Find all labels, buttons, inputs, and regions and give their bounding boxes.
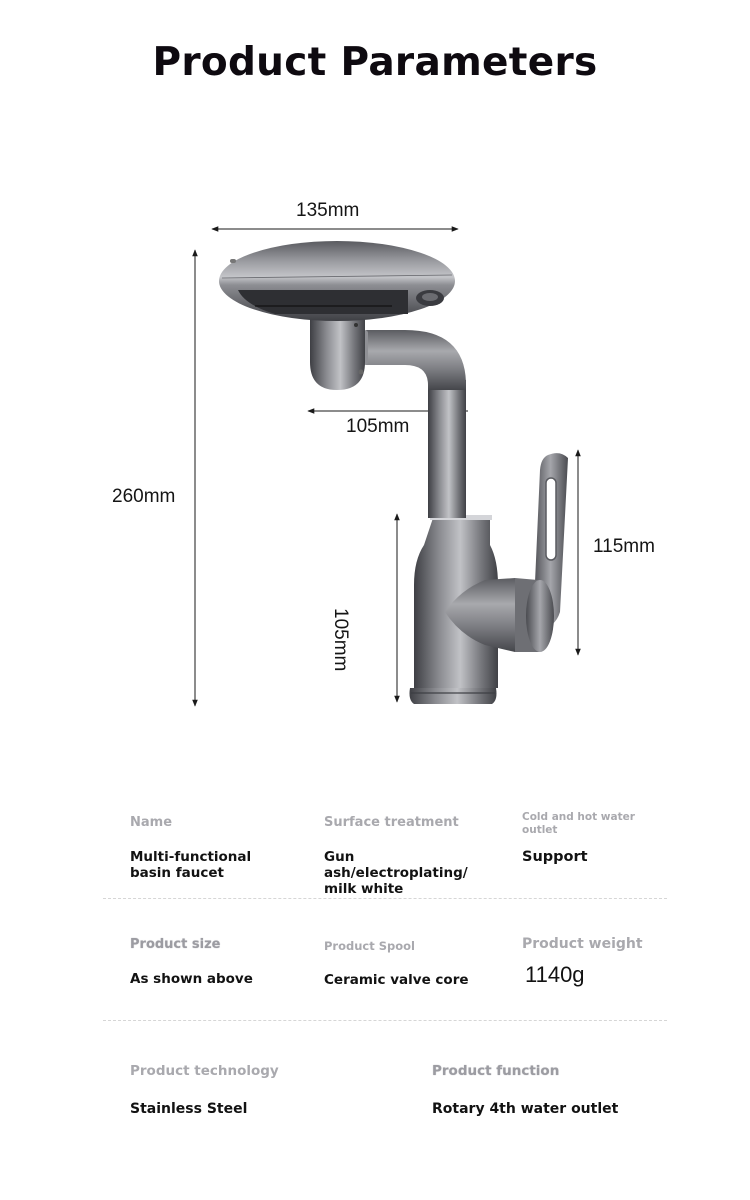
parameter-value: Multi-functional basin faucet xyxy=(130,849,252,881)
parameter-label: Cold and hot water outlet xyxy=(522,811,635,836)
dimension-label-handle-height: 115mm xyxy=(593,536,655,557)
row-divider xyxy=(103,1020,667,1021)
parameter-water-outlet xyxy=(522,811,642,865)
parameter-label: Product function xyxy=(432,1063,560,1079)
parameter-product-size xyxy=(130,938,300,987)
parameter-label: Product technology xyxy=(130,1063,279,1079)
parameter-label: Product weight xyxy=(522,936,643,952)
parameter-product-function xyxy=(432,1064,652,1117)
parameter-product-weight xyxy=(522,936,672,987)
parameter-value: Ceramic valve core xyxy=(324,972,469,988)
parameter-value: Stainless Steel xyxy=(130,1101,248,1117)
parameter-label: Product size xyxy=(130,937,221,952)
parameter-label: Surface treatment xyxy=(324,815,459,830)
parameter-label: Product Spool xyxy=(324,939,415,953)
parameter-name xyxy=(130,816,300,881)
parameter-value: Support xyxy=(522,849,588,865)
dimension-label-body-height: 105mm xyxy=(330,608,351,672)
dimension-label-total-height: 260mm xyxy=(112,486,176,507)
parameter-surface-treatment xyxy=(324,816,499,897)
faucet-illustration xyxy=(0,180,750,740)
parameter-label: Name xyxy=(130,815,173,830)
faucet-spray-head xyxy=(219,241,455,321)
page-title: Product Parameters xyxy=(152,40,598,85)
parameter-value: As shown above xyxy=(130,971,253,987)
dimension-label-head-width: 135mm xyxy=(296,200,360,221)
row-divider xyxy=(103,898,667,899)
dimension-label-spout-reach: 105mm xyxy=(346,416,410,437)
parameter-value: Rotary 4th water outlet xyxy=(432,1101,619,1117)
parameter-value: Gun ash/electroplating/ milk white xyxy=(324,849,468,897)
parameter-value: 1140g xyxy=(525,962,585,987)
faucet-swivel-joint xyxy=(310,318,365,390)
parameter-product-technology xyxy=(130,1064,330,1117)
product-dimension-diagram xyxy=(0,180,750,740)
parameter-product-spool xyxy=(324,939,499,988)
